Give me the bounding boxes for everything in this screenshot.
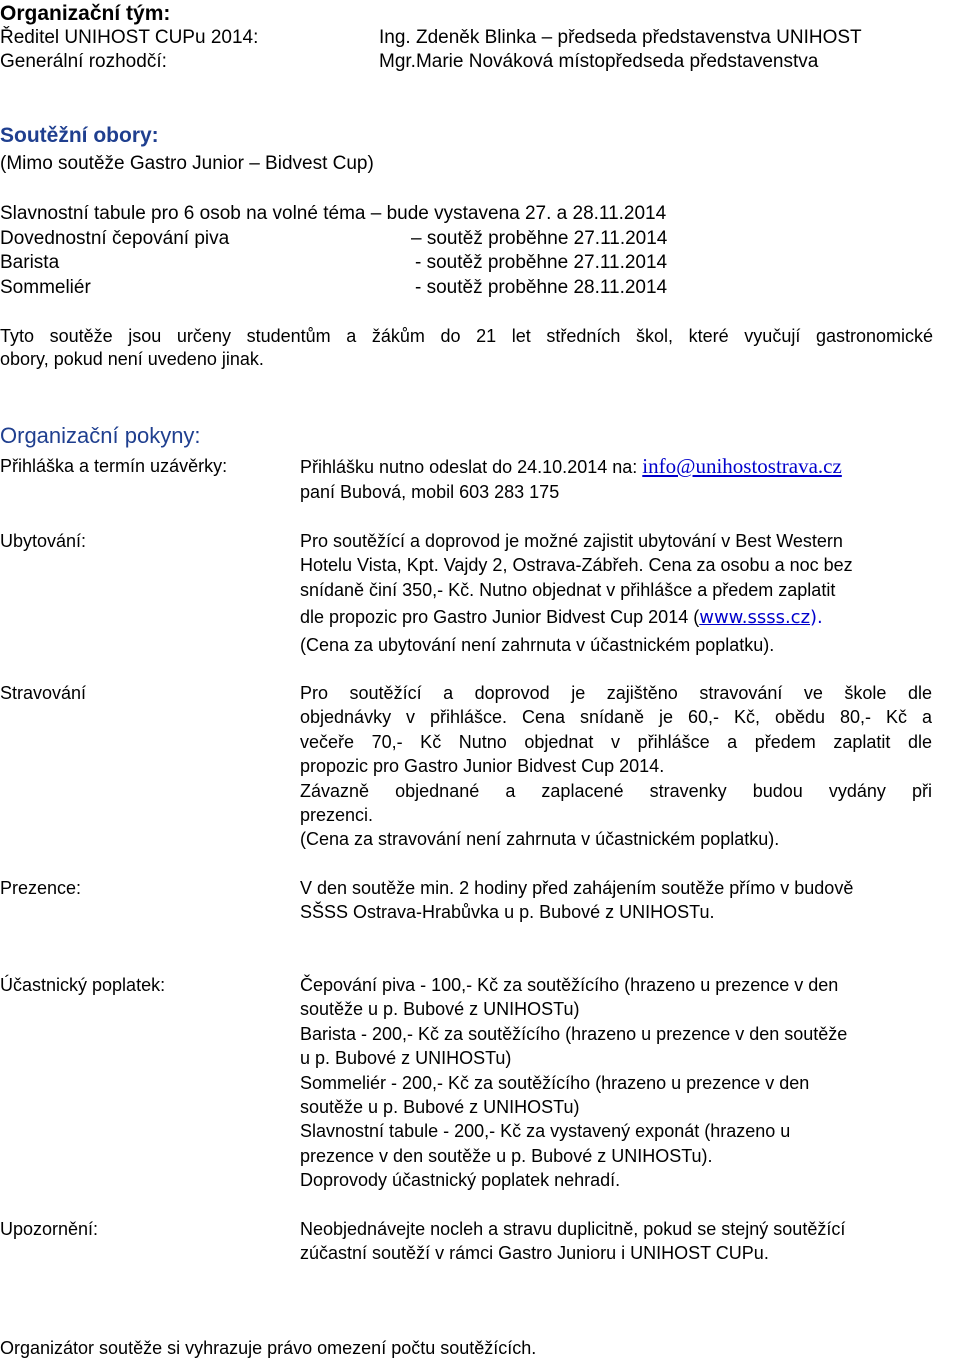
footer-note: Organizátor soutěže si vyhrazuje právo omezení počtu soutěžících. — [0, 1338, 537, 1358]
competition-note: - soutěž proběhne 27.11.2014 — [415, 252, 668, 273]
director-value: Ing. Zdeněk Blinka – předseda představenstva UNIHOST — [379, 27, 862, 48]
fee-line: prezence v den soutěže u p. Bubové z UNIHOSTu). — [300, 1145, 713, 1166]
org-team-heading: Organizační tým: — [0, 2, 171, 25]
competition-item: Sommeliér — [0, 277, 91, 298]
accommodation-text — [300, 529, 932, 658]
presence-text — [300, 876, 932, 925]
intro-text-line: obory, pokud není uvedeno jinak. — [0, 349, 264, 369]
warning-line: Neobjednávejte nocleh a stravu duplicitně, pokud se stejný soutěžící — [300, 1219, 846, 1239]
accommodation-line: Hotelu Vista, Kpt. Vajdy 2, Ostrava-Zábřeh. Cena za osobu a noc bez — [300, 555, 853, 576]
catering-text — [300, 681, 932, 852]
warning-line: zúčastní soutěží v rámci Gastro Junioru i UNIHOST CUPu. — [300, 1243, 769, 1264]
accommodation-line4-text: dle propozic pro Gastro Junior Bidvest Cup 2014 ( — [300, 607, 700, 628]
presence-label: Prezence: — [0, 878, 82, 898]
registration-label: Přihláška a termín uzávěrky: — [0, 456, 228, 476]
director-label: Ředitel UNIHOST CUPu 2014: — [0, 27, 259, 48]
accommodation-line — [300, 602, 932, 633]
competitions-subheading: (Mimo soutěže Gastro Junior – Bidvest Cup) — [0, 153, 374, 174]
accommodation-line: Pro soutěžící a doprovod je možné zajistit ubytování v Best Western — [300, 531, 843, 551]
catering-line: (Cena za stravování není zahrnuta v účastnickém poplatku). — [300, 829, 780, 850]
registration-contact: paní Bubová, mobil 603 283 175 — [300, 482, 560, 502]
registration-deadline: Přihlášku nutno odeslat do 24.10.2014 na: — [300, 457, 638, 477]
catering-line: Pro soutěžící a doprovod je zajištěno stravování ve škole dle — [300, 683, 932, 703]
competition-note: – soutěž proběhne 27.11.2014 — [411, 228, 668, 249]
judge-value: Mgr.Marie Nováková místopředseda představenstva — [379, 51, 819, 72]
fee-line: soutěže u p. Bubové z UNIHOSTu) — [300, 999, 580, 1020]
presence-line: SŠSS Ostrava-Hrabůvka u p. Bubové z UNIHOSTu. — [300, 902, 715, 923]
fee-line: Doprovody účastnický poplatek nehradí. — [300, 1170, 621, 1191]
warning-text — [300, 1217, 932, 1266]
fee-line: Slavnostní tabule - 200,- Kč za vystavený exponát (hrazeno u — [300, 1121, 791, 1142]
fee-label: Účastnický poplatek: — [0, 975, 166, 995]
fee-line: soutěže u p. Bubové z UNIHOSTu) — [300, 1097, 580, 1118]
competitions-heading: Soutěžní obory: — [0, 124, 159, 147]
competition-item: Dovednostní čepování piva — [0, 228, 230, 249]
catering-line: propozic pro Gastro Junior Bidvest Cup 2014. — [300, 756, 665, 777]
fee-line: Barista - 200,- Kč za soutěžícího (hrazeno u prezence v den soutěže — [300, 1023, 848, 1044]
competition-note: - soutěž proběhne 28.11.2014 — [415, 277, 668, 298]
accommodation-label: Ubytování: — [0, 531, 87, 551]
catering-line: objednávky v přihlášce. Cena snídaně je 60,- Kč, obědu 80,- Kč a — [300, 707, 932, 728]
accommodation-line4-end: ). — [810, 607, 823, 629]
judge-label: Generální rozhodčí: — [0, 51, 167, 72]
accommodation-line: snídaně činí 350,- Kč. Nutno objednat v přihlášce a předem zaplatit — [300, 579, 836, 600]
fee-text — [300, 973, 932, 1193]
fee-line: Čepování piva - 100,- Kč za soutěžícího (hrazeno u prezence v den — [300, 975, 839, 995]
accommodation-line: (Cena za ubytování není zahrnuta v účastnickém poplatku). — [300, 635, 775, 656]
email-link[interactable]: info@unihostostrava.cz — [642, 454, 842, 478]
presence-line: V den soutěže min. 2 hodiny před zahájením soutěže přímo v budově — [300, 878, 854, 898]
registration-text — [300, 454, 842, 479]
intro-text-line: Tyto soutěže jsou určeny studentům a žákům do 21 let středních škol, které vyučují gastronomické — [0, 326, 933, 346]
competition-item: Slavnostní tabule pro 6 osob na volné téma – bude vystavena 27. a 28.11.2014 — [0, 203, 667, 224]
fee-line: Sommeliér - 200,- Kč za soutěžícího (hrazeno u prezence v den — [300, 1072, 810, 1093]
catering-line: večeře 70,- Kč Nutno objednat v přihlášce a předem zaplatit dle — [300, 731, 932, 752]
instructions-heading: Organizační pokyny: — [0, 423, 201, 448]
website-link[interactable]: www.ssss.cz — [699, 607, 811, 629]
catering-line: Závazně objednané a zaplacené stravenky budou vydány při — [300, 780, 932, 801]
competition-item: Barista — [0, 252, 60, 273]
catering-label: Stravování — [0, 683, 87, 703]
catering-line: prezenci. — [300, 805, 374, 826]
fee-line: u p. Bubové z UNIHOSTu) — [300, 1048, 512, 1069]
warning-label: Upozornění: — [0, 1219, 99, 1239]
